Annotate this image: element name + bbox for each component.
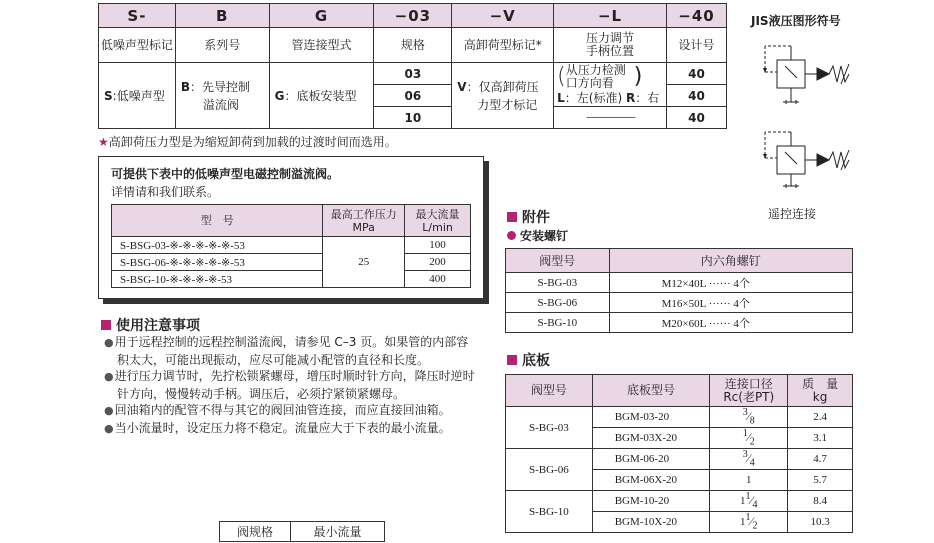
port-numerator: 1: [742, 428, 748, 440]
v-option: V：仅高卸荷压 力型才标记: [452, 63, 554, 129]
code-b: B: [175, 4, 269, 28]
model-cell: S-BSG-10-※-※-※-※-53: [112, 271, 323, 288]
handle-l-code: L: [557, 91, 565, 105]
mass-cell: 4.7: [788, 449, 853, 470]
design-no-2: 40: [667, 85, 727, 107]
star-icon: ★: [98, 135, 109, 149]
list-item: ● 当小流量时，设定压力将不稳定。流量应大于下表的最小流量。: [104, 420, 478, 438]
fraction-slash: ⁄: [747, 430, 750, 445]
port-fraction: [742, 449, 755, 469]
b-option-code: B: [180, 79, 190, 94]
square-bullet-icon: [507, 212, 517, 222]
fraction-slash: ⁄: [747, 451, 750, 466]
handle-note-wrap: [557, 64, 666, 90]
port-whole: 1: [740, 516, 746, 529]
solenoid-table-header: [112, 205, 471, 237]
mass-cell: 5.7: [788, 470, 853, 491]
size-10: 10: [374, 107, 452, 129]
model-code-table: [98, 3, 727, 129]
accessories-title: [507, 207, 550, 227]
label-g: 管连接型式: [269, 28, 374, 63]
list-item: ● 进行压力调节时，先拧松锁紧螺母，增压时顺时针方向，降压时逆时针方向，慢慢转动手柄。调压后，必须拧紧锁紧螺母。: [104, 368, 478, 402]
plate-cell: BGM-03-20: [592, 407, 710, 428]
size-03: 03: [374, 63, 452, 85]
bolt-cell: M16×50L ······ 4个: [609, 293, 852, 313]
series-option: S:低噪声型: [99, 63, 176, 129]
label-v-text: 高卸荷型标记*: [463, 37, 542, 52]
jis-title: JIS液压图形符号: [751, 14, 841, 28]
label-l: 压力调节 手柄位置: [554, 28, 667, 63]
code-design: −40: [667, 4, 727, 28]
bolts-subtitle-text: 安装螺钉: [520, 229, 569, 243]
code-v: −V: [452, 4, 554, 28]
fraction-slash: ⁄: [750, 493, 753, 508]
code-l: −L: [554, 4, 667, 28]
subplate-table-body: [506, 407, 853, 533]
paren-left: (: [557, 64, 566, 89]
label-v: [452, 28, 554, 63]
handle-r-code: R: [625, 91, 636, 105]
label-row: [99, 28, 727, 63]
header-model: 型 号: [112, 205, 323, 237]
handle-none: ——————: [554, 107, 667, 129]
handle-note: 从压力检测口方向看: [565, 63, 626, 90]
port-cell: [710, 407, 788, 428]
plate-cell: BGM-03X-20: [592, 428, 710, 449]
valve-cell: S-BG-03: [506, 407, 593, 449]
table-row: [506, 449, 853, 470]
port-cell: [710, 470, 788, 491]
remote-label: 遥控连接: [768, 207, 817, 221]
header-mass: 质 量 kg: [788, 375, 853, 407]
table-row: [112, 237, 471, 254]
handle-option: [554, 63, 667, 107]
plate-cell: BGM-10-20: [592, 491, 710, 512]
port-numerator: 3: [742, 449, 748, 461]
mass-cell: 8.4: [788, 491, 853, 512]
model-cell: S-BSG-06-※-※-※-※-※-53: [112, 254, 323, 271]
cautions-title-text: 使用注意事项: [116, 318, 200, 334]
paren-right: ): [633, 64, 643, 89]
port-cell: [710, 449, 788, 470]
header-valve-model: 阀型号: [506, 249, 610, 273]
code-g: G: [269, 4, 374, 28]
cautions-title: [101, 315, 200, 335]
header-bolt: 内六角螺钉: [609, 249, 852, 273]
port-fraction: [742, 428, 755, 448]
valve-cell: S-BG-03: [506, 273, 610, 293]
table-row: [506, 407, 853, 428]
high-venting-note: [98, 133, 397, 150]
mass-cell: 2.4: [788, 407, 853, 428]
info-subtitle: 详情请和我们联系。: [111, 185, 220, 199]
model-cell: S-BSG-03-※-※-※-※-※-53: [112, 237, 323, 254]
design-no-3: 40: [667, 107, 727, 129]
bolt-cell: M12×40L ······ 4个: [609, 273, 852, 293]
series-option-code: S: [104, 88, 113, 103]
subplate-title: [507, 350, 550, 370]
b-option-desc-1: 先导控制: [202, 79, 251, 94]
solenoid-info-box: [98, 156, 484, 299]
header-valve-model: 阀型号: [506, 375, 593, 407]
subplate-table-header: [506, 375, 853, 407]
size-06: 06: [374, 85, 452, 107]
square-bullet-icon: [101, 320, 111, 330]
table-row: [506, 273, 853, 293]
port-denominator: 4: [749, 457, 755, 469]
port-denominator: 2: [749, 436, 755, 448]
header-flow: 最大流量 L/min: [405, 205, 471, 237]
table-row: [506, 491, 853, 512]
jis-symbol-icon: [755, 38, 865, 208]
header-min-flow: 最小流量: [290, 522, 384, 542]
port-fraction: [742, 407, 755, 427]
flow-cell: 100: [405, 237, 471, 254]
subplate-table: [505, 374, 853, 533]
min-flow-header: [220, 522, 385, 542]
flow-cell: 400: [405, 271, 471, 288]
port-numerator: 1: [745, 491, 751, 503]
min-flow-table: [219, 521, 385, 542]
b-option-desc-2: 溢流阀: [202, 97, 239, 112]
handle-lr: L：左(标准) R：右: [557, 91, 660, 105]
handle-l-desc: 左(标准): [576, 91, 623, 105]
bolt-cell: M20×60L ······ 4个: [609, 313, 852, 333]
bolt-table-header: [506, 249, 853, 273]
design-no-1: 40: [667, 63, 727, 85]
code-size: −03: [374, 4, 452, 28]
plate-cell: BGM-06-20: [592, 449, 710, 470]
port-cell: [710, 512, 788, 533]
v-option-desc-2: 力型才标记: [477, 97, 538, 112]
list-item: ● 用于远程控制的远程控制溢流阀，请参见 C–3 页。如果管的内部容积太大，可能出现振动，应尽可能减小配管的直径和长度。: [104, 334, 478, 368]
port-fraction: [745, 512, 758, 532]
bolt-table: [505, 248, 853, 333]
port-numerator: 1: [745, 512, 751, 524]
g-option-code: G: [274, 88, 285, 103]
info-title: 可提供下表中的低噪声型电磁控制溢流阀。: [111, 167, 340, 181]
note-text: 高卸荷压力型是为缩短卸荷到加载的过渡时间而选用。: [108, 135, 397, 149]
label-size: 规格: [374, 28, 452, 63]
list-item: ● 回油箱内的配管不得与其它的阀回油管连接，而应直接回油箱。: [104, 402, 478, 420]
port-fraction: [745, 491, 758, 511]
port-cell: [710, 491, 788, 512]
table-row: [112, 271, 471, 288]
table-row: [506, 293, 853, 313]
header-valve-size: 阀规格: [220, 522, 291, 542]
fraction-slash: ⁄: [750, 514, 753, 529]
square-bullet-icon: [507, 355, 517, 365]
header-pressure: 最高工作压力 MPa: [323, 205, 405, 237]
valve-cell: S-BG-06: [506, 449, 593, 491]
port-whole: 1: [746, 474, 752, 486]
header-plate-model: 底板型号: [592, 375, 710, 407]
cautions-list: [104, 334, 478, 437]
port-denominator: 2: [752, 520, 758, 532]
port-cell: [710, 428, 788, 449]
fraction-slash: ⁄: [747, 409, 750, 424]
g-option: G：底板安装型: [269, 63, 374, 129]
valve-cell: S-BG-10: [506, 313, 610, 333]
code-row: [99, 4, 727, 28]
circle-bullet-icon: [507, 231, 516, 240]
accessories-title-text: 附件: [522, 210, 550, 226]
port-denominator: 8: [749, 415, 755, 427]
plate-cell: BGM-06X-20: [592, 470, 710, 491]
pressure-cell: 25: [323, 237, 405, 288]
port-denominator: 4: [752, 499, 758, 511]
option-row-1: [99, 63, 727, 85]
g-option-desc: 底板安装型: [296, 88, 357, 103]
table-row: [506, 313, 853, 333]
mass-cell: 3.1: [788, 428, 853, 449]
mass-cell: 10.3: [788, 512, 853, 533]
v-option-code: V: [457, 79, 467, 94]
bolts-subtitle: [507, 227, 568, 244]
b-option: B：先导控制 溢流阀: [175, 63, 269, 129]
label-b: 系列号: [175, 28, 269, 63]
plate-cell: BGM-10X-20: [592, 512, 710, 533]
header-port: 连接口径 Rc(老PT): [710, 375, 788, 407]
valve-cell: S-BG-06: [506, 293, 610, 313]
table-row: [112, 254, 471, 271]
port-whole: 1: [740, 495, 746, 508]
flow-cell: 200: [405, 254, 471, 271]
series-option-desc: 低噪声型: [116, 88, 165, 103]
valve-cell: S-BG-10: [506, 491, 593, 533]
code-series: S-: [99, 4, 176, 28]
subplate-title-text: 底板: [522, 353, 550, 369]
v-option-desc-1: 仅高卸荷压: [478, 79, 539, 94]
port-numerator: 3: [742, 407, 748, 419]
label-design: 设计号: [667, 28, 727, 63]
solenoid-table: [111, 204, 471, 288]
handle-r-desc: 右: [647, 91, 660, 105]
label-series: 低噪声型标记: [99, 28, 176, 63]
